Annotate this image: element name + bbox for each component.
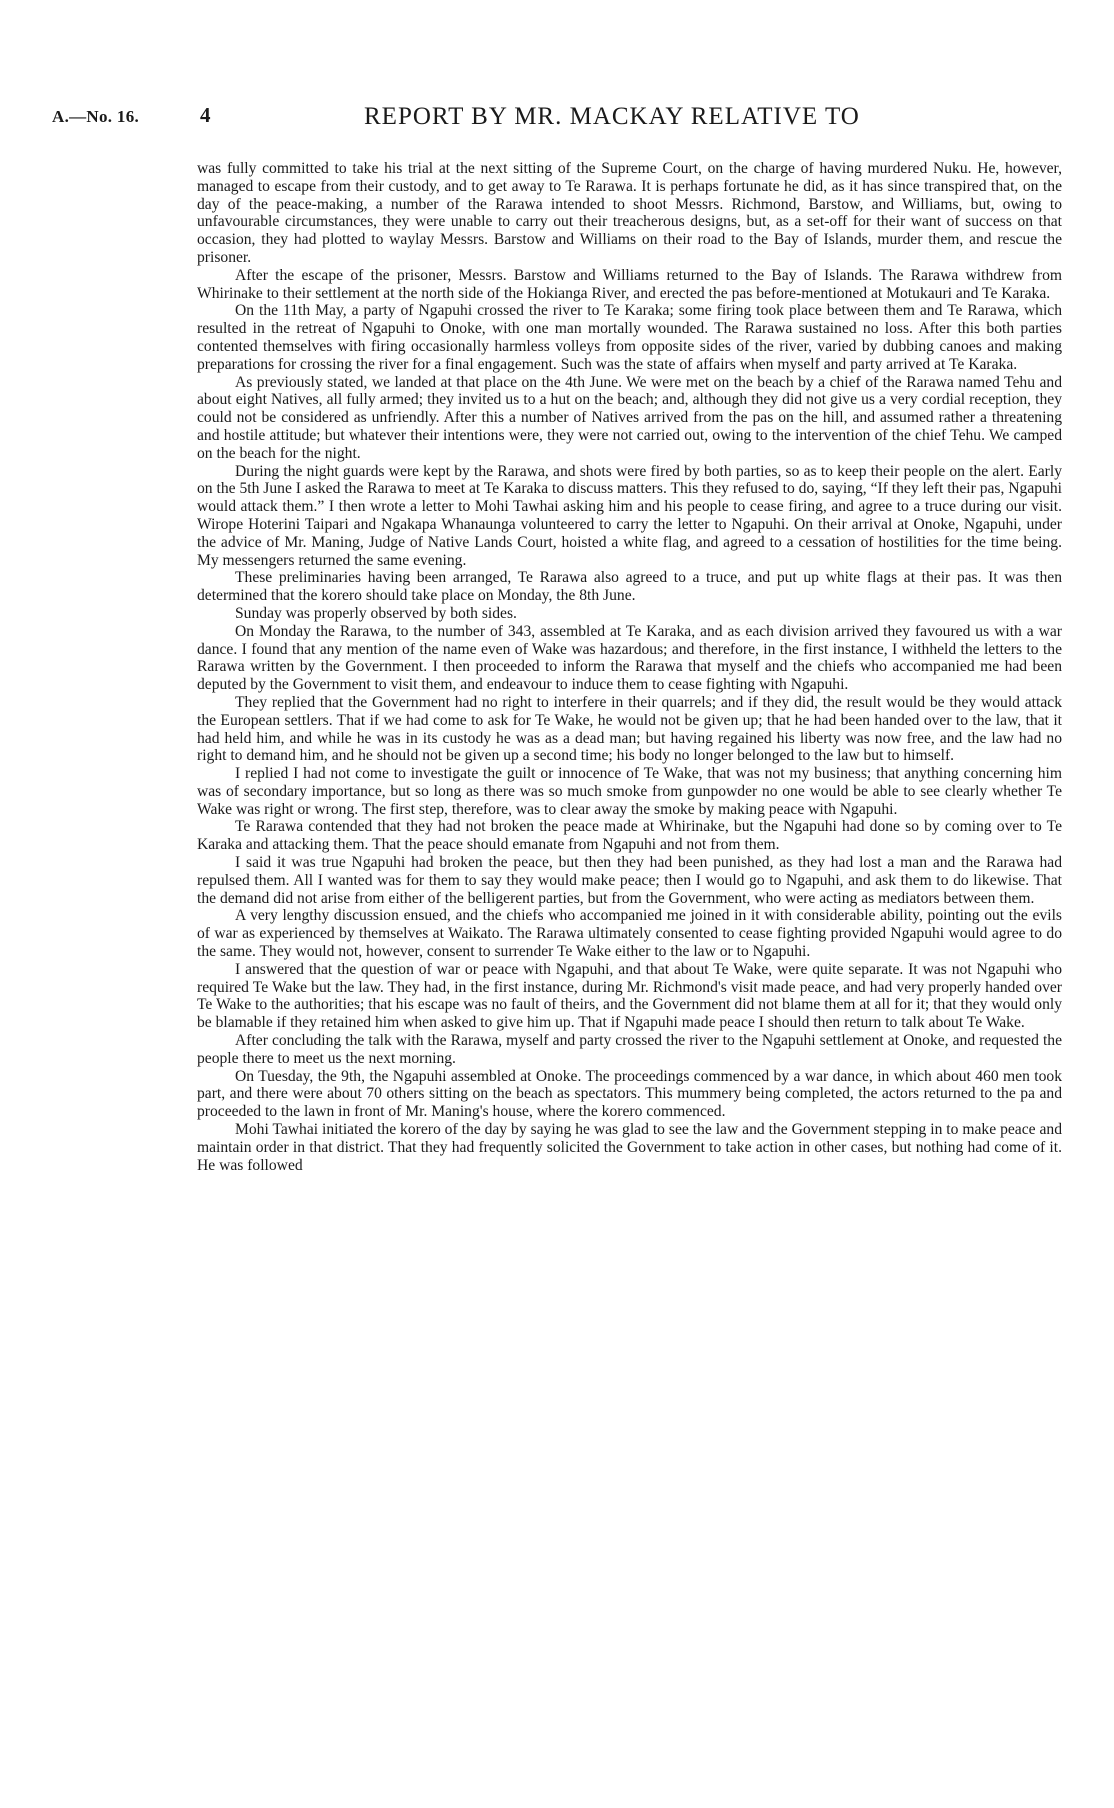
page-header	[52, 103, 1062, 133]
report-body	[197, 160, 1062, 1174]
paragraph: On Tuesday, the 9th, the Ngapuhi assembled at Onoke. The proceedings commenced by a war dance, in which about 460 men took part, and there were about 70 others sitting on the beach as spectators. This mummery being completed, the actors returned to the pa and proceeded to the lawn in front of Mr. Maning's house, where the korero commenced.	[197, 1067, 1062, 1121]
paragraph: I answered that the question of war or peace with Ngapuhi, and that about Te Wake, were quite separate. It was not Ngapuhi who required Te Wake but the law. They had, in the first instance, during Mr. Richmond's visit made peace, and had very properly handed over Te Wake to the authorities; that his escape was no fault of theirs, and the Government did not blame them at all for it; that they would only be blamable if they retained him when asked to give him up. That if Ngapuhi made peace I should then return to talk about Te Wake.	[197, 960, 1062, 1032]
paragraph: Sunday was properly observed by both sides.	[235, 604, 517, 622]
paragraph: A very lengthy discussion ensued, and the chiefs who accompanied me joined in it with considerable ability, pointing out the evils of war as experienced by themselves at Waikato. The Rarawa ultimately consented to cease fighting provided Ngapuhi would agree to do the same. They would not, however, consent to surrender Te Wake either to the law or to Ngapuhi.	[197, 907, 1062, 961]
paragraph: On the 11th May, a party of Ngapuhi crossed the river to Te Karaka; some firing took place between them and Te Rarawa, which resulted in the retreat of Ngapuhi to Onoke, with one man mortally wounded. The Rarawa sustained no loss. After this both parties contented themselves with firing occasionally harmless volleys from opposite sides of the river, varied by dubbing canoes and making preparations for crossing the river for a final engagement. Such was the state of affairs when myself and party arrived at Te Karaka.	[197, 302, 1062, 373]
paragraph: They replied that the Government had no right to interfere in their quarrels; and if they did, the result would be they would attack the European settlers. That if we had come to ask for Te Wake, he would not be given up; that he had been handed over to the law, that it had held him, and while he was in its custody he was as a dead man; but having regained his liberty was now free, and the law had no right to demand him, and he should not be given up a second time; his body no longer belonged to the law but to himself.	[197, 693, 1062, 765]
page-number: 4	[200, 103, 211, 127]
paragraph: Te Rarawa contended that they had not broken the peace made at Whirinake, but the Ngapuhi had done so by coming over to Te Karaka and attacking them. That the peace should emanate from Ngapuhi and not from them.	[197, 818, 1062, 854]
paragraph: As previously stated, we landed at that place on the 4th June. We were met on the beach by a chief of the Rarawa named Tehu and about eight Natives, all fully armed; they invited us to a hut on the beach; and, although they did not give us a very cordial reception, they could not be considered as unfriendly. After this a number of Natives arrived from the pas on the hill, and assumed rather a threatening and hostile attitude; but whatever their intentions were, they were not carried out, owing to the intervention of the chief Tehu. We camped on the beach for the night.	[197, 373, 1062, 462]
paragraph: During the night guards were kept by the Rarawa, and shots were fired by both parties, so as to keep their people on the alert. Early on the 5th June I asked the Rarawa to meet at Te Karaka to discuss matters. This they refused to do, saying, “If they left their pas, Ngapuhi would attack them.” I then wrote a letter to Mohi Tawhai asking him and his people to cease firing, and agree to a truce during our visit. Wirope Hoterini Taipari and Ngakapa Whanaunga volunteered to carry the letter to Ngapuhi. On their arrival at Onoke, Ngapuhi, under the advice of Mr. Maning, Judge of Native Lands Court, hoisted a white flag, and agreed to a cessation of hostilities for the time being. My messengers returned the same evening.	[197, 462, 1062, 569]
paragraph: Mohi Tawhai initiated the korero of the day by saying he was glad to see the law and the Government stepping in to make peace and maintain order in that district. That they had frequently solicited the Government to take action in other cases, but nothing had come of it. He was followed	[197, 1121, 1062, 1174]
paragraph: These preliminaries having been arranged, Te Rarawa also agreed to a truce, and put up white flags at their pas. It was then determined that the korero should take place on Monday, the 8th June.	[197, 569, 1062, 605]
paragraph: On Monday the Rarawa, to the number of 343, assembled at Te Karaka, and as each division arrived they favoured us with a war dance. I found that any mention of the name even of Wake was hazardous; and therefore, in the first instance, I withheld the letters to the Rarawa written by the Government. I then proceeded to inform the Rarawa that myself and the chiefs who accompanied me had been deputed by the Government to visit them, and endeavour to induce them to cease fighting with Ngapuhi.	[197, 622, 1062, 694]
paragraph: was fully committed to take his trial at the next sitting of the Supreme Court, on the charge of having murdered Nuku. He, however, managed to escape from their custody, and to get away to Te Rarawa. It is perhaps fortunate he did, as it has since transpired that, on the day of the peace-making, a number of the Rarawa intended to shoot Messrs. Richmond, Barstow, and Williams, but, owing to unfavourable circumstances, they were unable to carry out their treacherous designs, but, as a set-off for their want of success on that occasion, they had plotted to waylay Messrs. Barstow and Williams on their road to the Bay of Islands, murder them, and rescue the prisoner.	[197, 160, 1062, 266]
paragraph: I said it was true Ngapuhi had broken the peace, but then they had been punished, as they had lost a man and the Rarawa had repulsed them. All I wanted was for them to say they would make peace; then I would go to Ngapuhi, and ask them to do likewise. That the demand did not arise from either of the belligerent parties, but from the Government, who were acting as mediators between them.	[197, 854, 1062, 907]
paragraph: After concluding the talk with the Rarawa, myself and party crossed the river to the Ngapuhi settlement at Onoke, and requested the people there to meet us the next morning.	[197, 1032, 1062, 1067]
running-title: REPORT BY MR. MACKAY RELATIVE TO	[364, 103, 860, 130]
paragraph: I replied I had not come to investigate the guilt or innocence of Te Wake, that was not my business; that anything concerning him was of secondary importance, but so long as there was so much smoke from gunpowder no one would be able to see clearly whether Te Wake was right or wrong. The first step, therefore, was to clear away the smoke by making peace with Ngapuhi.	[197, 765, 1062, 818]
document-reference: A.—No. 16.	[52, 107, 140, 126]
paragraph: After the escape of the prisoner, Messrs. Barstow and Williams returned to the Bay of Islands. The Rarawa withdrew from Whirinake to their settlement at the north side of the Hokianga River, and erected the pas before-mentioned at Motukauri and Te Karaka.	[197, 266, 1062, 302]
